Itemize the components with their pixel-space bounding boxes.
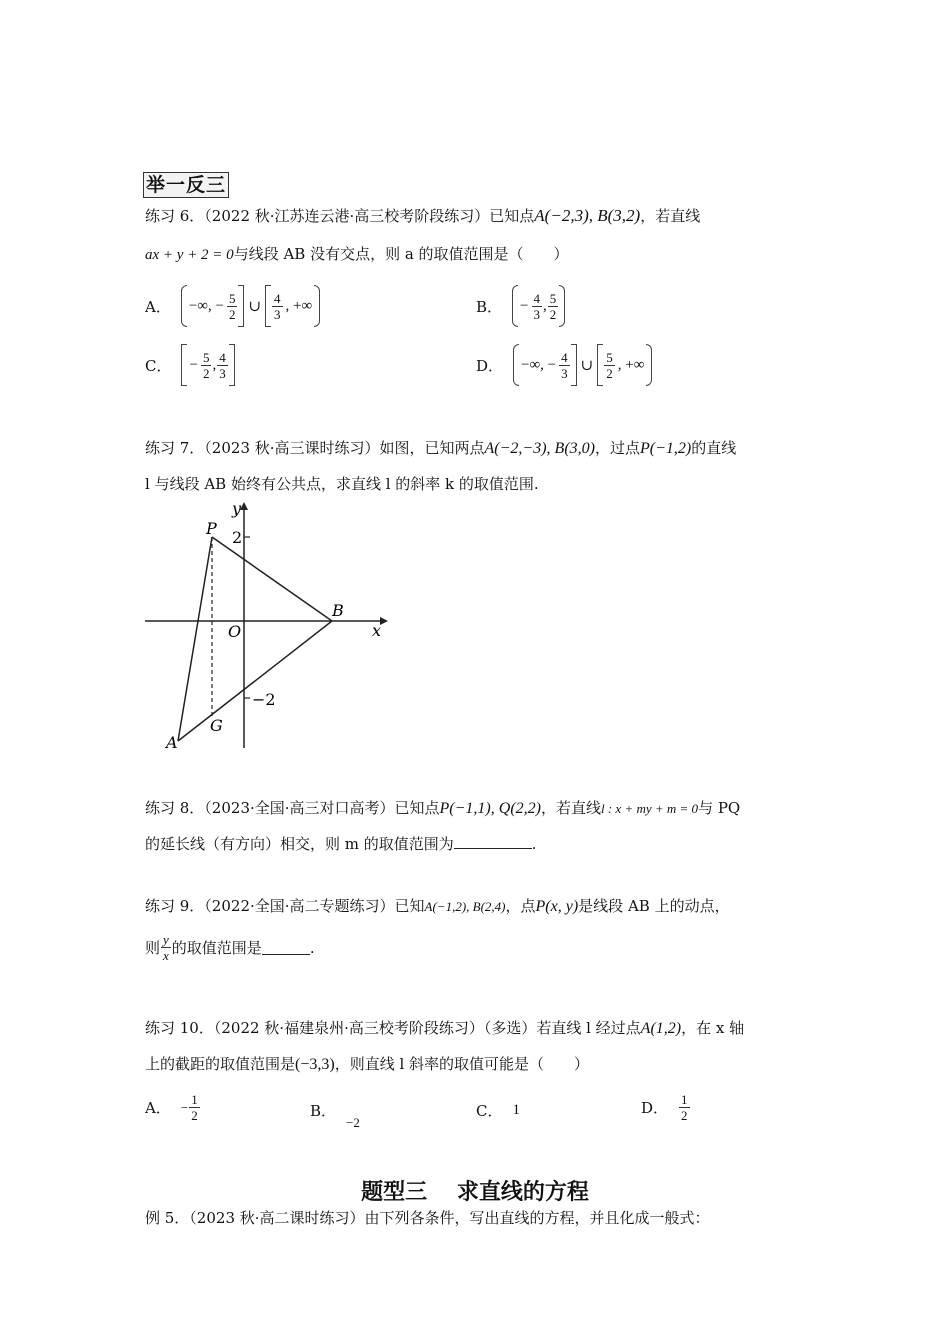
segment-PA	[178, 537, 212, 741]
exercise-9-line1: 练习 9．（2022·全国·高二专题练习）已知A(−1,2), B(2,4)，点P(x, y)是线段 AB 上的动点，	[145, 897, 730, 915]
exercise-7-line1: 练习 7．（2023 秋·高三课时练习）如图，已知两点A(−2,−3), B(3,0)，过点P(−1,2)的直线	[145, 439, 737, 457]
exercise-6-option-d[interactable]: D． −∞, − $\frac{4}{3}$ ∪ $\frac{5}{2}$ , +∞	[476, 344, 652, 386]
exercise-10-option-b[interactable]: B． −2	[310, 1102, 360, 1130]
exercise-6-option-b[interactable]: B． − $\frac{4}{3}$ , $\frac{5}{2}$	[476, 285, 565, 327]
label-A: A	[166, 733, 178, 752]
exercise-10-option-d[interactable]: D． $\frac{1}{2}$	[641, 1092, 691, 1123]
option-b-expression: − $\frac{4}{3}$ , $\frac{5}{2}$	[512, 285, 565, 327]
option-c-value: 1	[512, 1102, 520, 1118]
label-B: B	[332, 601, 344, 620]
exercise-8-line2: 的延长线（有方向）相交，则 m 的取值范围为 .	[145, 835, 537, 853]
label-y: y	[232, 499, 242, 518]
section-heading: 题型三 求直线的方程	[361, 1180, 589, 1205]
label-2: 2	[232, 528, 243, 547]
answer-blank[interactable]	[454, 834, 532, 849]
exercise-6-option-a[interactable]: A． −∞, − $\frac{5}{2}$ ∪ $\frac{4}{3}$ , +∞	[145, 285, 320, 327]
exercise-6-line1: 练习 6．（2022 秋·江苏连云港·高三校考阶段练习）已知点A(−2,3), B(3,2)，若直线	[145, 206, 701, 225]
label-O: O	[228, 622, 242, 641]
x-axis-arrow	[380, 617, 388, 625]
option-d-value: $\frac{1}{2}$	[681, 1092, 688, 1123]
exercise-7-figure	[140, 498, 390, 753]
exercise-7-line2: l 与线段 AB 始终有公共点，求直线 l 的斜率 k 的取值范围.	[145, 475, 539, 493]
exercise-10-line1: 练习 10．（2022 秋·福建泉州·高三校考阶段练习）（多选）若直线 l 经过点A(1,2)，在 x 轴	[145, 1019, 745, 1037]
label-neg-2: −2	[252, 690, 276, 709]
option-d-expression: −∞, − $\frac{4}{3}$ ∪ $\frac{5}{2}$ , +∞	[513, 344, 652, 386]
segment-AB	[178, 621, 332, 741]
label-P: P	[206, 519, 217, 538]
exercise-8-line1: 练习 8．（2023·全国·高三对口高考）已知点P(−1,1), Q(2,2)，若直线l : x + my + m = 0与 PQ	[145, 799, 741, 817]
exercise-9-line2: 则 $\frac{y}{x}$ 的取值范围是 .	[145, 932, 315, 963]
exercise-10-option-a[interactable]: A． − $\frac{1}{2}$	[145, 1092, 201, 1123]
exercise-6-option-c[interactable]: C． − $\frac{5}{2}$ , $\frac{4}{3}$	[145, 344, 235, 386]
answer-blank[interactable]	[262, 940, 310, 955]
option-a-value: − $\frac{1}{2}$	[180, 1092, 198, 1123]
option-c-expression: − $\frac{5}{2}$ , $\frac{4}{3}$	[181, 344, 234, 386]
section-badge: 举一反三	[143, 172, 229, 198]
exercise-10-option-c[interactable]: C． 1	[476, 1102, 520, 1120]
exercise-10-line2: 上的截距的取值范围是(−3,3)，则直线 l 斜率的取值可能是（ ）	[145, 1055, 590, 1073]
y-axis-arrow	[240, 502, 248, 510]
y-over-x-fraction: $\frac{y}{x}$	[163, 932, 169, 963]
label-x: x	[372, 621, 382, 640]
option-a-expression: −∞, − $\frac{5}{2}$ ∪ $\frac{4}{3}$ , +∞	[181, 285, 320, 327]
exercise-6-line2: ax + y + 2 = 0与线段 AB 没有交点，则 a 的取值范围是（ ）	[145, 245, 569, 263]
option-b-value: −2	[346, 1114, 360, 1130]
label-G: G	[210, 716, 223, 735]
segment-PB	[212, 537, 332, 621]
example-5-line: 例 5．（2023 秋·高二课时练习）由下列各条件，写出直线的方程，并且化成一般式：	[145, 1209, 710, 1227]
